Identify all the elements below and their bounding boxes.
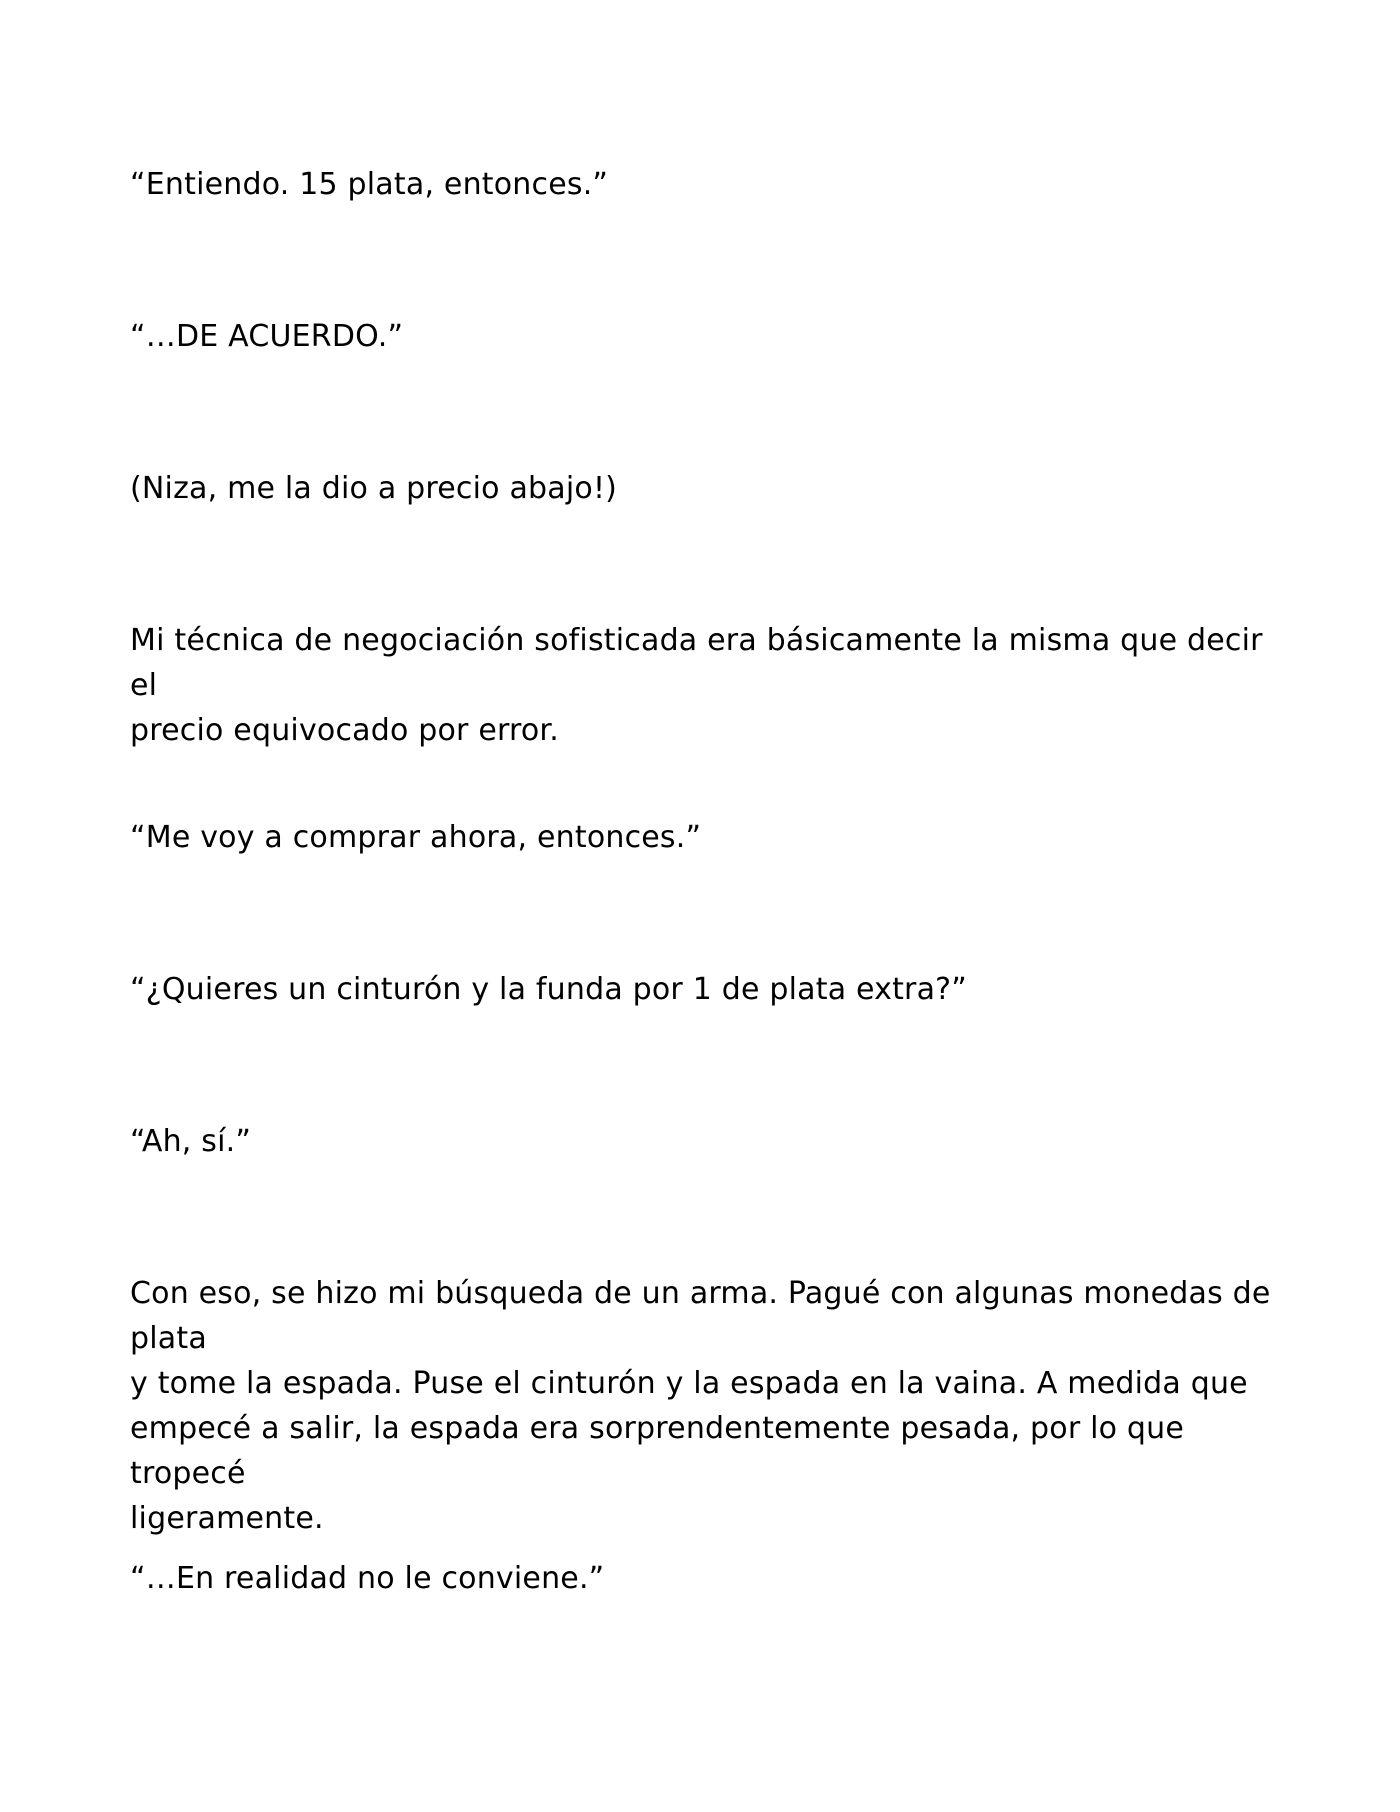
paragraph-dialogue-no-le-conviene: “…En realidad no le conviene.” — [130, 1561, 605, 1596]
paragraph-dialogue-de-acuerdo: “…DE ACUERDO.” — [130, 319, 404, 354]
paragraph-dialogue-ah-si: “Ah, sí.” — [130, 1124, 252, 1159]
paragraph-dialogue-entiendo: “Entiendo. 15 plata, entonces.” — [130, 167, 609, 202]
paragraph-narration-espada: Con eso, se hizo mi búsqueda de un arma. Pagué con algunas monedas de plata y tome la espada. Puse el cinturón y la espada en la vaina. A medida que empecé a salir, la espada era sorprendentemente pesada, por lo que tropecé ligeramente. — [130, 1276, 1271, 1536]
paragraph-dialogue-comprar: “Me voy a comprar ahora, entonces.” — [130, 820, 702, 855]
paragraph-thought-niza: (Niza, me la dio a precio abajo!) — [130, 471, 618, 506]
paragraph-narration-negociacion: Mi técnica de negociación sofisticada era básicamente la misma que decir el precio equivocado por error. — [130, 623, 1263, 748]
paragraph-dialogue-cinturon: “¿Quieres un cinturón y la funda por 1 de plata extra?” — [130, 972, 968, 1007]
